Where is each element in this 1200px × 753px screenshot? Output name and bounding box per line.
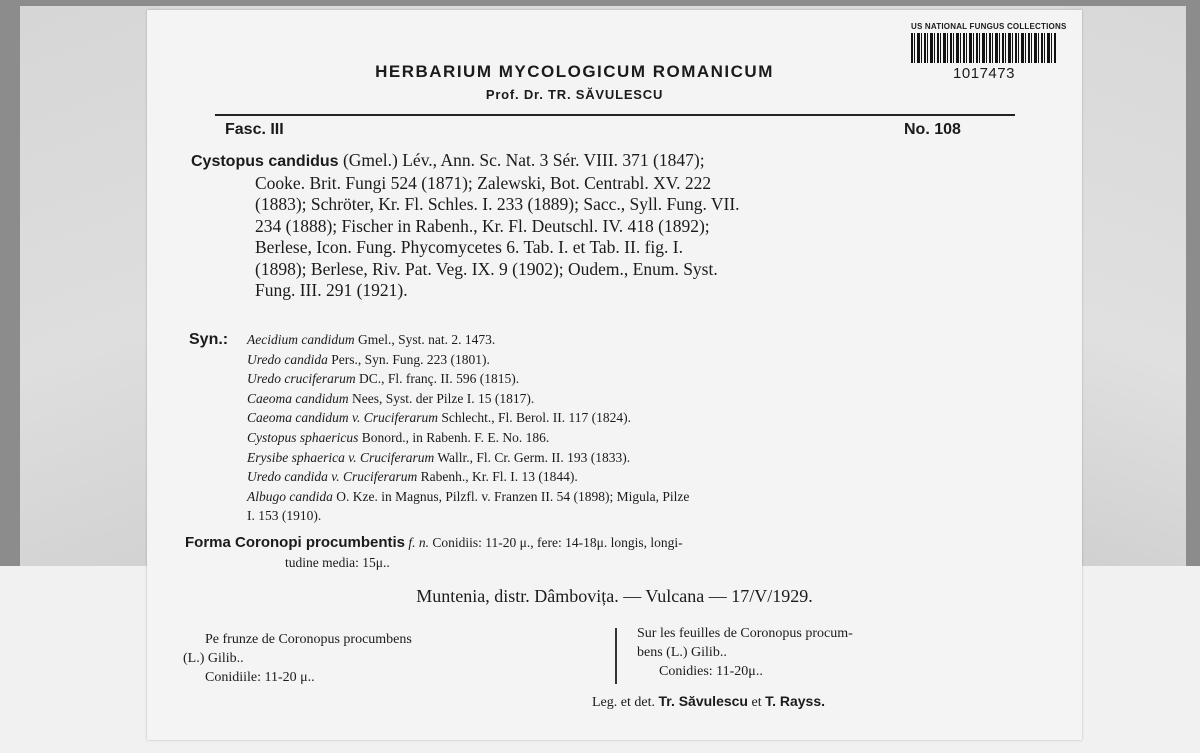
species-name: Cystopus candidus xyxy=(191,153,339,170)
synonym-list xyxy=(247,330,1039,526)
forma-text-continued: tudine media: 15μ.. xyxy=(285,555,390,570)
synonym-item: I. 153 (1910). xyxy=(247,508,322,524)
forma-name: Forma Coronopi procumbentis xyxy=(185,534,406,551)
synonyms-label: Syn.: xyxy=(189,331,229,348)
synonym-item: Caeoma candidum Nees, Syst. der Pilze I. 15 (1817). xyxy=(247,390,535,406)
synonym-item: Erysibe sphaerica v. Cruciferarum Wallr., Fl. Cr. Germ. II. 193 (1833). xyxy=(247,449,631,465)
citation-line: (1883); Schröter, Kr. Fl. Schles. I. 233 (1889); Sacc., Syll. Fung. VII. xyxy=(255,194,740,214)
synonym-item: Cystopus sphaericus Bonord., in Rabenh. F. E. No. 186. xyxy=(247,429,550,445)
herbarium-subtitle: Prof. Dr. TR. SĂVULESCU xyxy=(485,87,664,102)
barcode-caption: US NATIONAL FUNGUS COLLECTIONS xyxy=(911,22,1067,31)
description-line: bens (L.) Gilib.. xyxy=(637,645,727,660)
citation-line: Berlese, Icon. Fung. Phycomycetes 6. Tab. I. et Tab. II. fig. I. xyxy=(255,237,683,257)
column-divider xyxy=(615,628,617,684)
description-line: Sur les feuilles de Coronopus procum- xyxy=(637,626,853,641)
description-line: Conidies: 11-20μ.. xyxy=(659,664,763,679)
synonym-item: Albugo candida O. Kze. in Magnus, Pilzfl. v. Franzen II. 54 (1898); Migula, Pilze xyxy=(247,488,690,504)
collector-name: T. Rayss. xyxy=(765,693,826,709)
citation-line: Cystopus candidus (Gmel.) Lév., Ann. Sc. Nat. 3 Sér. VIII. 371 (1847); xyxy=(191,150,705,170)
synonyms xyxy=(189,330,1039,526)
header-rule xyxy=(215,114,1015,116)
envelope-flap-left xyxy=(20,6,160,566)
forma-nova: f. n. xyxy=(405,535,430,550)
citation-line: Fung. III. 291 (1921). xyxy=(255,280,408,300)
collector-prefix: Leg. et det. xyxy=(592,695,659,710)
barcode-number: 1017473 xyxy=(953,65,1015,82)
collector-name: Tr. Săvulescu xyxy=(658,693,748,709)
synonym-item: Uredo cruciferarum DC., Fl. franç. II. 596 (1815). xyxy=(247,371,520,387)
collector-joiner: et xyxy=(747,695,766,710)
synonym-item: Uredo candida v. Cruciferarum Rabenh., Kr. Fl. I. 13 (1844). xyxy=(247,469,578,485)
citation-line: (1898); Berlese, Riv. Pat. Veg. IX. 9 (1902); Oudem., Enum. Syst. xyxy=(255,258,718,279)
specimen-label xyxy=(147,10,1082,740)
french-description xyxy=(637,624,1057,681)
collector-line xyxy=(592,693,1022,711)
forma-description xyxy=(185,533,1035,573)
envelope-flap-right xyxy=(1066,6,1186,566)
romanian-description xyxy=(183,630,603,687)
fascicle-number: Fasc. III xyxy=(225,121,284,138)
description-line: (L.) Gilib.. xyxy=(183,651,244,666)
citation-line: Cooke. Brit. Fungi 524 (1871); Zalewski, Bot. Centrabl. XV. 222 xyxy=(255,172,712,193)
barcode-bars xyxy=(911,33,1057,63)
synonym-item: Caeoma candidum v. Cruciferarum Schlecht., Fl. Berol. II. 117 (1824). xyxy=(247,410,631,426)
species-citation xyxy=(191,150,1031,302)
herbarium-title: HERBARIUM MYCOLOGICUM ROMANICUM xyxy=(375,62,774,81)
description-line: Conidiile: 11-20 μ.. xyxy=(205,670,315,685)
synonym-item: Aecidium candidum Gmel., Syst. nat. 2. 1473. xyxy=(247,332,496,347)
locality: Muntenia, distr. Dâmbovița. — Vulcana — 17/V/1929. xyxy=(416,586,813,606)
forma-text: Conidiis: 11-20 μ., fere: 14-18μ. longis, longi- xyxy=(429,535,683,550)
synonym-item: Uredo candida Pers., Syn. Fung. 223 (1801). xyxy=(247,351,490,367)
description-line: Pe frunze de Coronopus procumbens xyxy=(205,632,412,647)
citation-line: 234 (1888); Fischer in Rabenh., Kr. Fl. Deutschl. IV. 418 (1892); xyxy=(255,215,710,236)
exsiccata-number: No. 108 xyxy=(904,121,961,138)
